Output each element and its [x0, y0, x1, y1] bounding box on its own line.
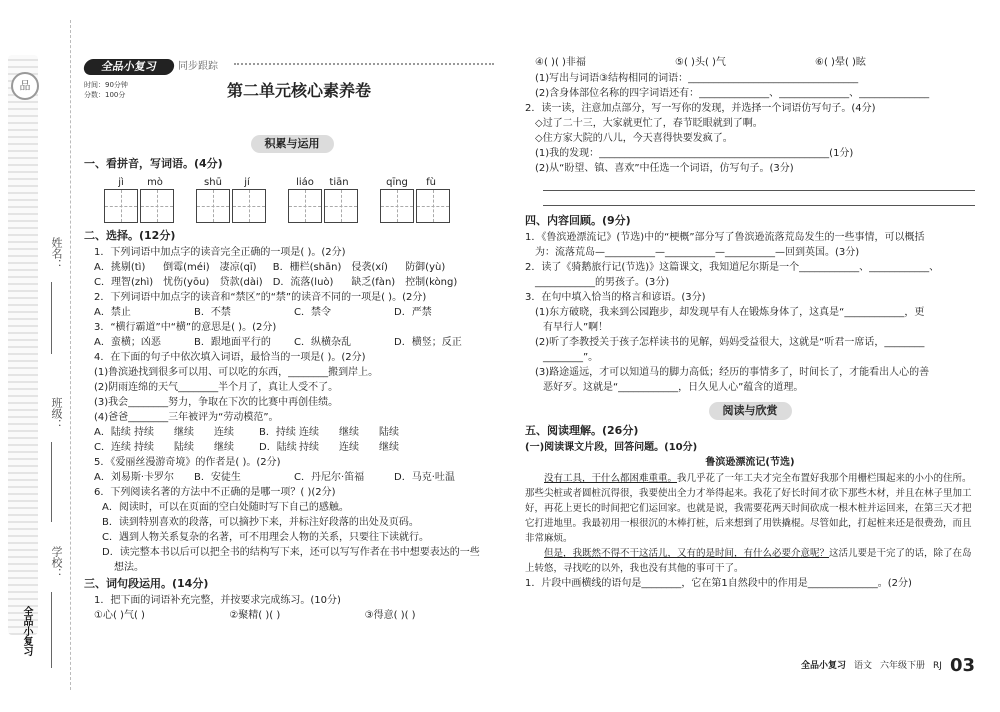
name-line — [51, 282, 52, 354]
q2-title: 二、选择。(12分) — [84, 229, 176, 242]
q4-3-1b: 有早行人”啊！ — [543, 322, 609, 333]
q4-3: 3．在句中填入恰当的格言和谚语。(3分) — [525, 292, 706, 303]
writing-box[interactable] — [324, 189, 358, 223]
q2-4: 4．在下面的句子中依次填入词语，最恰当的一项是( )。(2分) — [94, 352, 366, 363]
footer — [801, 656, 975, 676]
decorative-border-pattern — [8, 55, 38, 635]
q2-4-s1: (1)鲁滨逊找到很多可以用、可以吃的东西，________搬到岸上。 — [94, 367, 379, 378]
sidebar — [0, 0, 72, 712]
option-word: 侵袭(xí) — [351, 262, 388, 273]
option-word: 忧伤(yōu) — [163, 277, 210, 288]
school-label: 学校： — [50, 545, 63, 579]
header-rule — [234, 63, 494, 67]
q3-1-words[interactable] — [84, 608, 500, 624]
brand-logo: 全品小复习 — [83, 59, 176, 75]
pinyin: tiān — [329, 177, 349, 188]
word-fill: ③得意( )( ) — [364, 610, 416, 621]
header-tag: 同步跟踪 — [178, 61, 218, 72]
option-word: 倒霉(méi) — [163, 262, 210, 273]
paragraph-text: 这活儿要是干完了的话，除了在岛上转悠，寻找吃的以外，我也没有其他的事可干了。 — [525, 548, 972, 574]
q2-1: 1．下列词语中加点字的读音完全正确的一项是( )。(2分) — [94, 247, 346, 258]
option: C．连续 — [94, 442, 131, 453]
word: 陆续 — [174, 442, 194, 453]
word: 继续 — [174, 427, 194, 438]
pinyin: jì — [118, 177, 124, 188]
word: 持续 — [134, 427, 154, 438]
section-banner-reading: 阅读与欣赏 — [709, 402, 792, 420]
q3-2: 2．读一读，注意加点部分，写一写你的发现，并选择一个词语仿写句子。(4分) — [525, 103, 876, 114]
pinyin-group — [104, 177, 176, 223]
pinyin-group — [288, 177, 360, 223]
option[interactable]: A．蛮横；凶恶 — [94, 337, 161, 348]
q5-sub: (一)阅读课文片段，回答问题。(10分) — [525, 442, 698, 453]
word-fill: ⑥( )晕( )眩 — [815, 57, 866, 68]
q4-3-3a: (3)路途遥远，才可以知道马的脚力高低；经历的事情多了，时间长了，才能看出人心的善 — [535, 367, 930, 378]
q4-3-2a: (2)听了李教授关于孩子怎样读书的见解，妈妈受益很大，这就是“听君一席话，________ — [535, 337, 925, 348]
passage-title: 鲁滨逊漂流记(节选) — [705, 457, 795, 468]
option[interactable]: B．不禁 — [194, 307, 231, 318]
word-fill: ②聚精( )( ) — [229, 610, 281, 621]
q2-4-option-row[interactable] — [84, 440, 500, 455]
option[interactable]: D．严禁 — [394, 307, 432, 318]
q2-4-option-row[interactable] — [84, 425, 500, 440]
q2-4-s3: (3)我会________努力，争取在下次的比赛中再创佳绩。 — [94, 397, 339, 408]
option[interactable]: B．读到特别喜欢的段落，可以摘抄下来，并标注好段落的出处及页码。 — [102, 517, 419, 528]
footer-grade: 六年级下册 — [880, 661, 926, 671]
school-line — [51, 592, 52, 668]
option-word: 凄凉(qī) — [219, 262, 257, 273]
answer-line[interactable] — [543, 199, 975, 206]
word: 继续 — [379, 442, 399, 453]
q3-2b: (2)从“盼望、镇、喜欢”中任选一个词语，仿写句子。(3分) — [535, 163, 794, 174]
pinyin: liáo — [296, 177, 314, 188]
q2-1-options — [84, 260, 457, 290]
option[interactable]: B．安徒生 — [194, 472, 241, 483]
q4-1b: 为：流落荒岛—__________—__________—__________—回到英国。(3分) — [535, 247, 860, 258]
section-banner: 积累与运用 — [251, 135, 334, 153]
option[interactable]: A．阅读时，可以在页面的空白处随时写下自己的感触。 — [102, 502, 349, 513]
writing-box[interactable] — [380, 189, 414, 223]
word-fill: ④( )( )非福 — [535, 57, 586, 68]
q3-1-words-b[interactable] — [525, 55, 975, 71]
option[interactable]: A．禁止 — [94, 307, 131, 318]
writing-box[interactable] — [104, 189, 138, 223]
seal-icon: 品 — [11, 72, 39, 100]
option-word: 防御(yù) — [405, 262, 446, 273]
left-column — [84, 128, 500, 624]
option-word: 贷款(dài) — [219, 277, 263, 288]
option[interactable]: B．跟地面平行的 — [194, 337, 271, 348]
answer-line[interactable] — [543, 184, 975, 191]
writing-box[interactable] — [140, 189, 174, 223]
q3-2-s2: ◇住方家大院的八儿，今天喜得快要发疯了。 — [535, 133, 733, 144]
pinyin-group — [196, 177, 268, 223]
option[interactable]: C．纵横杂乱 — [294, 337, 351, 348]
q2-5: 5．《爱丽丝漫游奇境》的作者是( )。(2分) — [94, 457, 281, 468]
q3-1: 1．把下面的词语补充完整，并按要求完成练习。(10分) — [94, 595, 341, 606]
option[interactable]: C．禁令 — [294, 307, 331, 318]
option[interactable]: D．横竖；反正 — [394, 337, 462, 348]
option-word: 缺乏(fàn) — [351, 277, 396, 288]
pinyin: shū — [204, 177, 222, 188]
q2-4-s2: (2)阴雨连绵的天气________半个月了，真让人受不了。 — [94, 382, 339, 393]
option[interactable]: C．丹尼尔·笛福 — [294, 472, 365, 483]
underlined-sentence: 但是，我既然不得不干这活儿，又有的是时间，有什么必要介意呢？ — [544, 548, 830, 559]
page-title: 第二单元核心素养卷 — [226, 81, 371, 100]
q4-3-3b: 恶好歹。这就是“____________，日久见人心”蕴含的道理。 — [543, 382, 804, 393]
q3-1a: (1)写出与词语③结构相同的词语：__________________________________ — [535, 73, 859, 84]
binding-dashed-line — [70, 20, 71, 690]
writing-box[interactable] — [232, 189, 266, 223]
q2-5-options — [84, 470, 500, 485]
footer-brand: 全品小复习 — [800, 661, 846, 671]
writing-box[interactable] — [416, 189, 450, 223]
option[interactable]: C．遇到人物关系复杂的名著，可不用理会人物的关系，只要往下读就行。 — [102, 532, 429, 543]
q3-1b: (2)含身体部位名称的四字词语还有：______________、______________、______________ — [535, 88, 930, 99]
q4-2b: ____________的男孩子。(3分) — [535, 277, 670, 288]
word: 继续 — [339, 427, 359, 438]
q3-2a: (1)我的发现：______________________________________________(1分) — [535, 148, 854, 159]
q5-1: 1．片段中画横线的语句是________，它在第1自然段中的作用是______________。(2分) — [525, 578, 912, 589]
word: 陆续 — [379, 427, 399, 438]
option[interactable]: D．流落(luò) — [272, 277, 334, 288]
option-word: 控制(kòng) — [405, 277, 458, 288]
q3-2-s1: ◇过了二十三，大家就更忙了，春节眨眼就到了啊。 — [535, 118, 763, 129]
q2-6: 6．下列阅读名著的方法中不正确的是哪一项？( )(2分) — [94, 487, 336, 498]
underlined-sentence: 没有工具，干什么都困难重重。 — [544, 473, 678, 484]
footer-subject: 语文 — [853, 661, 872, 671]
page-number: 03 — [949, 655, 975, 676]
q1-title: 一、看拼音，写词语。(4分) — [84, 157, 223, 170]
side-logo: 全品小复习 — [21, 606, 32, 656]
q2-3: 3．“横行霸道”中“横”的意思是( )。(2分) — [94, 322, 277, 333]
class-label: 班级： — [50, 396, 63, 430]
option-tail: 想法。 — [114, 562, 144, 573]
q2-2-options — [84, 305, 500, 320]
option: B．持续 — [259, 427, 296, 438]
option[interactable]: C．理智(zhì) — [94, 277, 154, 288]
option[interactable]: A．挑剔(tì) — [94, 262, 146, 273]
paragraph-text: 我几乎花了一年工夫才完全布置好我那个用栅栏围起来的小小的住所。那些尖桩或者圆桩沉得很，我要使出全力才举得起来。我花了好长时间才砍下那些木材，并且在林子里加工好，再花上更长的时间把它们运回家。也就是说，我需要花两天时间砍成一根木桩并运回来，在第三天才把它打进地里。我最初用一根很沉的木棒打桩，后来想到了用铁撬棍。尽管如此，打起桩来还是很费劲，而且非常麻烦。 — [525, 473, 972, 544]
writing-box[interactable] — [196, 189, 230, 223]
option: A．陆续 — [94, 427, 131, 438]
option[interactable]: D．读完整本书以后可以把全书的结构写下来，还可以写写作者在书中想要表达的一些 — [102, 547, 480, 558]
passage-paragraph-2 — [525, 546, 975, 576]
writing-box[interactable] — [288, 189, 322, 223]
q2-4-s4: (4)爸爸________三年被评为“劳动模范”。 — [94, 412, 279, 423]
q2-2: 2．下列词语中加点字的读音和“禁区”的“禁”的读音不同的一项是( )。(2分) — [94, 292, 427, 303]
q4-3-1a: (1)东方破晓，我来到公园跑步，却发现早有人在锻炼身体了，这真是“____________，更 — [535, 307, 925, 318]
option[interactable]: B．栅栏(shān) — [272, 262, 342, 273]
pinyin: qīng — [386, 177, 408, 188]
word: 持续 — [134, 442, 154, 453]
word: 持续 — [299, 442, 319, 453]
option[interactable]: A．刘易斯·卡罗尔 — [94, 472, 175, 483]
option[interactable]: D．马克·吐温 — [394, 472, 455, 483]
footer-edition: RJ — [933, 661, 942, 671]
q5-title: 五、阅读理解。(26分) — [525, 424, 639, 437]
pinyin: mò — [147, 177, 163, 188]
word-fill: ①心( )气( ) — [94, 610, 145, 621]
right-column — [525, 55, 975, 591]
name-label: 姓名： — [50, 236, 63, 270]
word: 连续 — [339, 442, 359, 453]
word: 连续 — [214, 427, 234, 438]
q4-3-2b: ________”。 — [543, 352, 599, 363]
time-label: 时间：90分钟 — [84, 81, 128, 89]
header — [84, 55, 494, 113]
pinyin: jí — [244, 177, 250, 188]
word: 继续 — [214, 442, 234, 453]
pinyin-grid — [104, 177, 500, 223]
passage-paragraph-1 — [525, 471, 975, 546]
class-line — [51, 442, 52, 522]
q4-2a: 2．读了《骑鹅旅行记(节选)》这篇课文，我知道尼尔斯是一个____________、____________、 — [525, 262, 940, 273]
pinyin: fù — [426, 177, 436, 188]
q3-title: 三、词句段运用。(14分) — [84, 577, 209, 590]
q4-title: 四、内容回顾。(9分) — [525, 214, 631, 227]
score-label: 分数：100分 — [84, 91, 126, 99]
q2-3-options — [84, 335, 500, 350]
option: D．陆续 — [259, 442, 297, 453]
word-fill: ⑤( )头( )气 — [675, 57, 726, 68]
pinyin-group — [380, 177, 452, 223]
q4-1a: 1．《鲁滨逊漂流记》(节选)中的“梗概”部分写了鲁滨逊流落荒岛发生的一些事情，可以概括 — [525, 232, 925, 243]
word: 连续 — [299, 427, 319, 438]
